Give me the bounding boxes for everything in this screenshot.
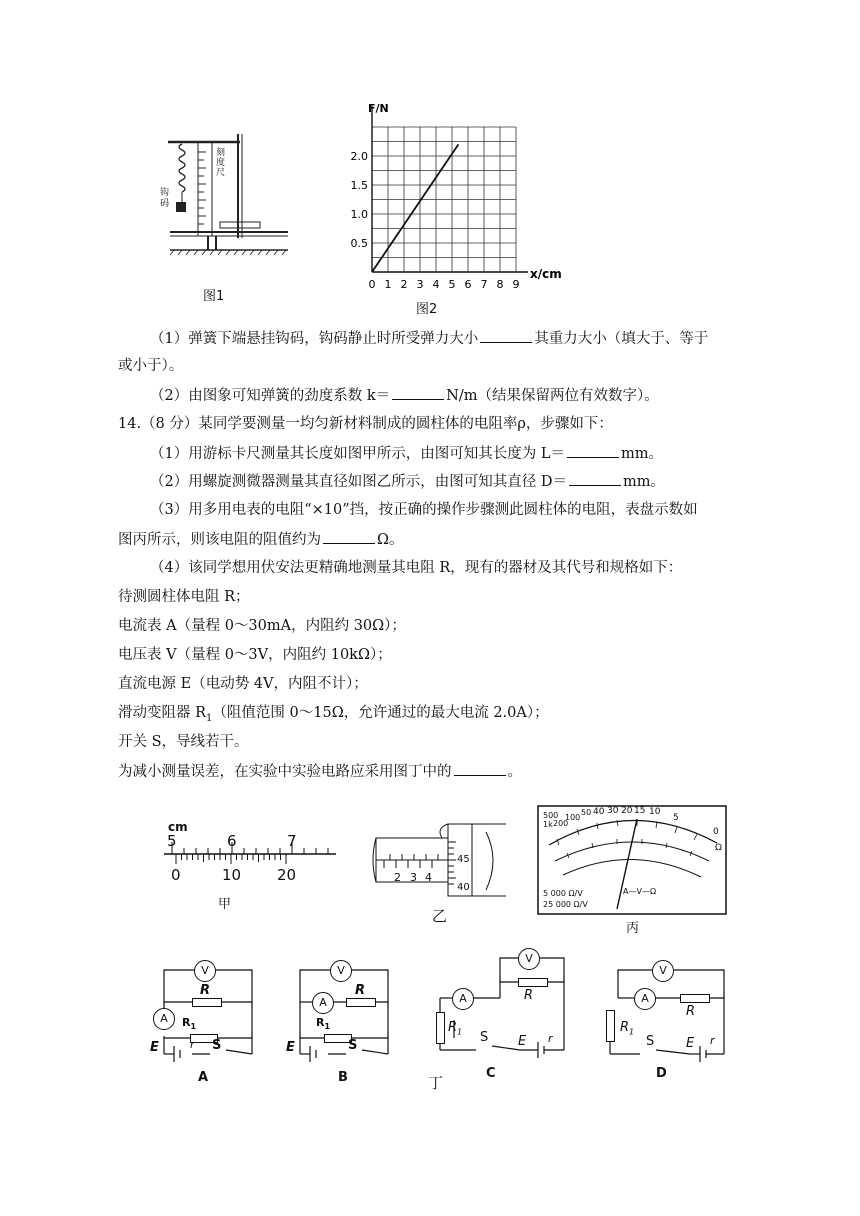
meter-scale-20: 20 xyxy=(621,806,633,816)
vernier-caliper-figure xyxy=(160,820,340,890)
meter-scale-0: 0 xyxy=(713,827,719,837)
circuit-d-R1-label: $R_1$ xyxy=(620,1020,635,1037)
circuit-group-label: 丁 xyxy=(428,1074,444,1092)
q14-step4: （4）该同学想用伏安法更精确地测量其电阻 R，现有的器材及其代号和规格如下： xyxy=(150,560,683,576)
item5-text-b: （阻值范围 0～15Ω，允许通过的最大电流 2.0A）； xyxy=(212,705,549,721)
caliper-unit: cm xyxy=(168,820,188,834)
q13-p1-text-a: （1）弹簧下端悬挂钩码，钩码静止时所受弹力大小 xyxy=(150,331,479,347)
circuit-b-S-label: S xyxy=(348,1038,358,1053)
x-tick-label: 2 xyxy=(400,278,408,291)
caliper-vernier-20: 20 xyxy=(277,866,297,884)
meter-scale-50: 50 xyxy=(581,808,592,817)
circuit-d-resistor xyxy=(680,994,710,1003)
answer-blank-2[interactable] xyxy=(392,385,444,400)
circuit-label-a: A xyxy=(198,1070,209,1085)
x-axis-label: x/cm xyxy=(530,267,562,281)
micrometer-drawing xyxy=(370,818,510,898)
meter-scale-15: 15 xyxy=(634,806,646,816)
multimeter-figure xyxy=(537,805,727,915)
figure-2-chart xyxy=(340,100,580,300)
circuit-label-c: C xyxy=(486,1066,496,1081)
ruler-label: 刻度尺 xyxy=(216,148,226,178)
answer-blank-6[interactable] xyxy=(454,761,506,776)
caliper-vernier-10: 10 xyxy=(222,866,242,884)
micrometer-sleeve-3: 3 xyxy=(410,871,417,884)
meter-spec-1: 5 000 Ω/V xyxy=(543,889,583,898)
q14-final-question xyxy=(118,761,522,782)
circuit-c-R-label: R xyxy=(524,988,534,1003)
meter-spec-2: 25 000 Ω/V xyxy=(543,900,588,909)
figure-1-caption: 图1 xyxy=(203,289,225,304)
meter-scale-10: 10 xyxy=(649,807,661,817)
force-extension-chart xyxy=(340,100,580,300)
q14-step2 xyxy=(150,471,665,492)
circuit-d-E-label: E xyxy=(686,1036,695,1051)
q13-p2-text-b: N/m（结果保留两位有效数字）。 xyxy=(446,388,659,404)
circuit-a-voltmeter: V xyxy=(194,960,216,982)
q13-part2 xyxy=(150,385,659,406)
micrometer-thimble-40: 40 xyxy=(457,882,470,893)
circuit-d-S-label: S xyxy=(646,1034,655,1049)
circuit-c-r-label: r xyxy=(548,1032,553,1045)
caliper-caption: 甲 xyxy=(218,897,232,912)
x-tick-label: 1 xyxy=(384,278,392,291)
meter-scale-1k: 1k xyxy=(543,820,553,829)
meter-scale-40: 40 xyxy=(593,807,605,817)
circuit-b-ammeter: A xyxy=(312,992,334,1014)
circuit-c-R1-label: $R_1$ xyxy=(448,1020,463,1037)
y-tick-label: 1.0 xyxy=(350,208,368,221)
q13-part1-line1 xyxy=(150,328,708,349)
q13-p1-text-b: 其重力大小（填大于、等于 xyxy=(534,331,709,347)
weight-label: 钩码 xyxy=(160,188,170,209)
item5-subscript: 1 xyxy=(206,712,213,724)
circuit-a-r-label: r xyxy=(190,1038,195,1051)
answer-blank-1[interactable] xyxy=(480,328,532,343)
item5-text-a: 滑动变阻器 R xyxy=(118,705,207,721)
q14-step3-line2 xyxy=(118,529,404,550)
circuit-c-rheostat xyxy=(436,1012,445,1044)
circuit-label-d: D xyxy=(656,1066,667,1081)
final-text-b: 。 xyxy=(507,764,522,780)
circuit-diagrams xyxy=(140,950,740,1090)
answer-blank-4[interactable] xyxy=(569,471,621,486)
caliper-main-7: 7 xyxy=(287,832,297,850)
q13-p2-text-a: （2）由图象可知弹簧的劲度系数 k＝ xyxy=(150,388,391,404)
circuit-a-R1-label: $R_1$ xyxy=(182,1016,197,1032)
circuit-b-resistor xyxy=(346,998,376,1007)
circuit-d-rheostat xyxy=(606,1010,615,1042)
series-line xyxy=(372,144,458,272)
caliper-main-6: 6 xyxy=(227,832,237,850)
circuit-d-r-label: r xyxy=(710,1034,715,1047)
q14-s1-text-a: （1）用游标卡尺测量其长度如图甲所示，由图可知其长度为 L＝ xyxy=(150,446,565,462)
q14-s2-text-a: （2）用螺旋测微器测量其直径如图乙所示，由图可知其直径 D＝ xyxy=(150,474,567,490)
q13-part1-line2: 或小于）。 xyxy=(118,358,184,374)
x-tick-label: 9 xyxy=(512,278,520,291)
answer-blank-3[interactable] xyxy=(567,443,619,458)
q14-s3-text-b: 图丙所示，则该电阻的阻值约为 xyxy=(118,532,321,548)
circuit-a-resistor xyxy=(192,998,222,1007)
micrometer-figure xyxy=(370,818,510,898)
meter-scale-200: 200 xyxy=(553,819,569,828)
q14-s3-text-c: Ω。 xyxy=(377,532,404,548)
meter-scale-5: 5 xyxy=(673,813,679,823)
x-tick-label: 7 xyxy=(480,278,488,291)
q14-step1 xyxy=(150,443,663,464)
circuit-b-R-label: R xyxy=(355,983,366,998)
y-tick-label: 2.0 xyxy=(350,150,368,163)
meter-ohm-unit: Ω xyxy=(715,843,722,853)
caliper-vernier-0: 0 xyxy=(171,866,181,884)
x-tick-label: 5 xyxy=(448,278,456,291)
circuit-c-voltmeter: V xyxy=(518,948,540,970)
circuit-d-ammeter: A xyxy=(634,988,656,1010)
circuit-d-voltmeter: V xyxy=(652,960,674,982)
answer-blank-5[interactable] xyxy=(323,529,375,544)
final-text-a: 为减小测量误差，在实验中实验电路应采用图丁中的 xyxy=(118,764,452,780)
y-tick-label: 0.5 xyxy=(350,237,368,250)
micrometer-sleeve-4: 4 xyxy=(425,871,432,884)
circuit-c-ammeter: A xyxy=(452,988,474,1010)
figure-1-spring-apparatus xyxy=(160,128,295,263)
figure-2-caption: 图2 xyxy=(416,302,438,317)
circuit-c-S-label: S xyxy=(480,1030,489,1045)
x-tick-label: 3 xyxy=(416,278,424,291)
q14-intro: 14.（8 分）某同学要测量一均匀新材料制成的圆柱体的电阻率ρ，步骤如下： xyxy=(118,416,613,432)
x-tick-label: 0 xyxy=(368,278,376,291)
circuit-b-R1-label: $R_1$ xyxy=(316,1016,331,1032)
circuit-a-ammeter: A xyxy=(153,1008,175,1030)
equipment-item-3: 电压表 V（量程 0～3V，内阻约 10kΩ）； xyxy=(118,647,392,663)
meter-scale-100: 100 xyxy=(565,813,581,822)
meter-scale-30: 30 xyxy=(607,806,619,816)
x-tick-label: 8 xyxy=(496,278,504,291)
y-tick-label: 1.5 xyxy=(350,179,368,192)
micrometer-thimble-45: 45 xyxy=(457,854,470,865)
circuit-a-S-label: S xyxy=(212,1038,222,1053)
micrometer-sleeve-2: 2 xyxy=(394,871,401,884)
circuit-b-voltmeter: V xyxy=(330,960,352,982)
circuit-c-E-label: E xyxy=(518,1034,527,1049)
q14-s2-text-b: mm。 xyxy=(622,474,665,490)
caliper-main-5: 5 xyxy=(167,832,177,850)
circuit-d-R-label: R xyxy=(686,1004,696,1019)
y-axis-label: F/N xyxy=(368,102,389,115)
x-tick-label: 4 xyxy=(432,278,440,291)
x-tick-label: 6 xyxy=(464,278,472,291)
equipment-item-1: 待测圆柱体电阻 R； xyxy=(118,589,250,605)
q14-step3-line1: （3）用多用电表的电阻“×10”挡，按正确的操作步骤测此圆柱体的电阻，表盘示数如 xyxy=(150,502,698,518)
equipment-item-6: 开关 S，导线若干。 xyxy=(118,734,249,750)
circuit-c-resistor xyxy=(518,978,548,987)
meter-scale-500: 500 xyxy=(543,811,559,820)
meter-mode-label: A—V—Ω xyxy=(623,887,657,896)
circuit-a-E-label: E xyxy=(150,1040,159,1055)
q14-s1-text-b: mm。 xyxy=(620,446,663,462)
circuit-b-E-label: E xyxy=(286,1040,295,1055)
equipment-item-5 xyxy=(118,703,549,729)
equipment-item-2: 电流表 A（量程 0～30mA，内阻约 30Ω）； xyxy=(118,618,406,634)
circuit-label-b: B xyxy=(338,1070,348,1085)
circuit-a-R-label: R xyxy=(200,983,211,998)
micrometer-caption: 乙 xyxy=(432,907,448,925)
multimeter-caption: 丙 xyxy=(626,921,640,936)
equipment-item-4: 直流电源 E（电动势 4V，内阻不计）； xyxy=(118,676,368,692)
